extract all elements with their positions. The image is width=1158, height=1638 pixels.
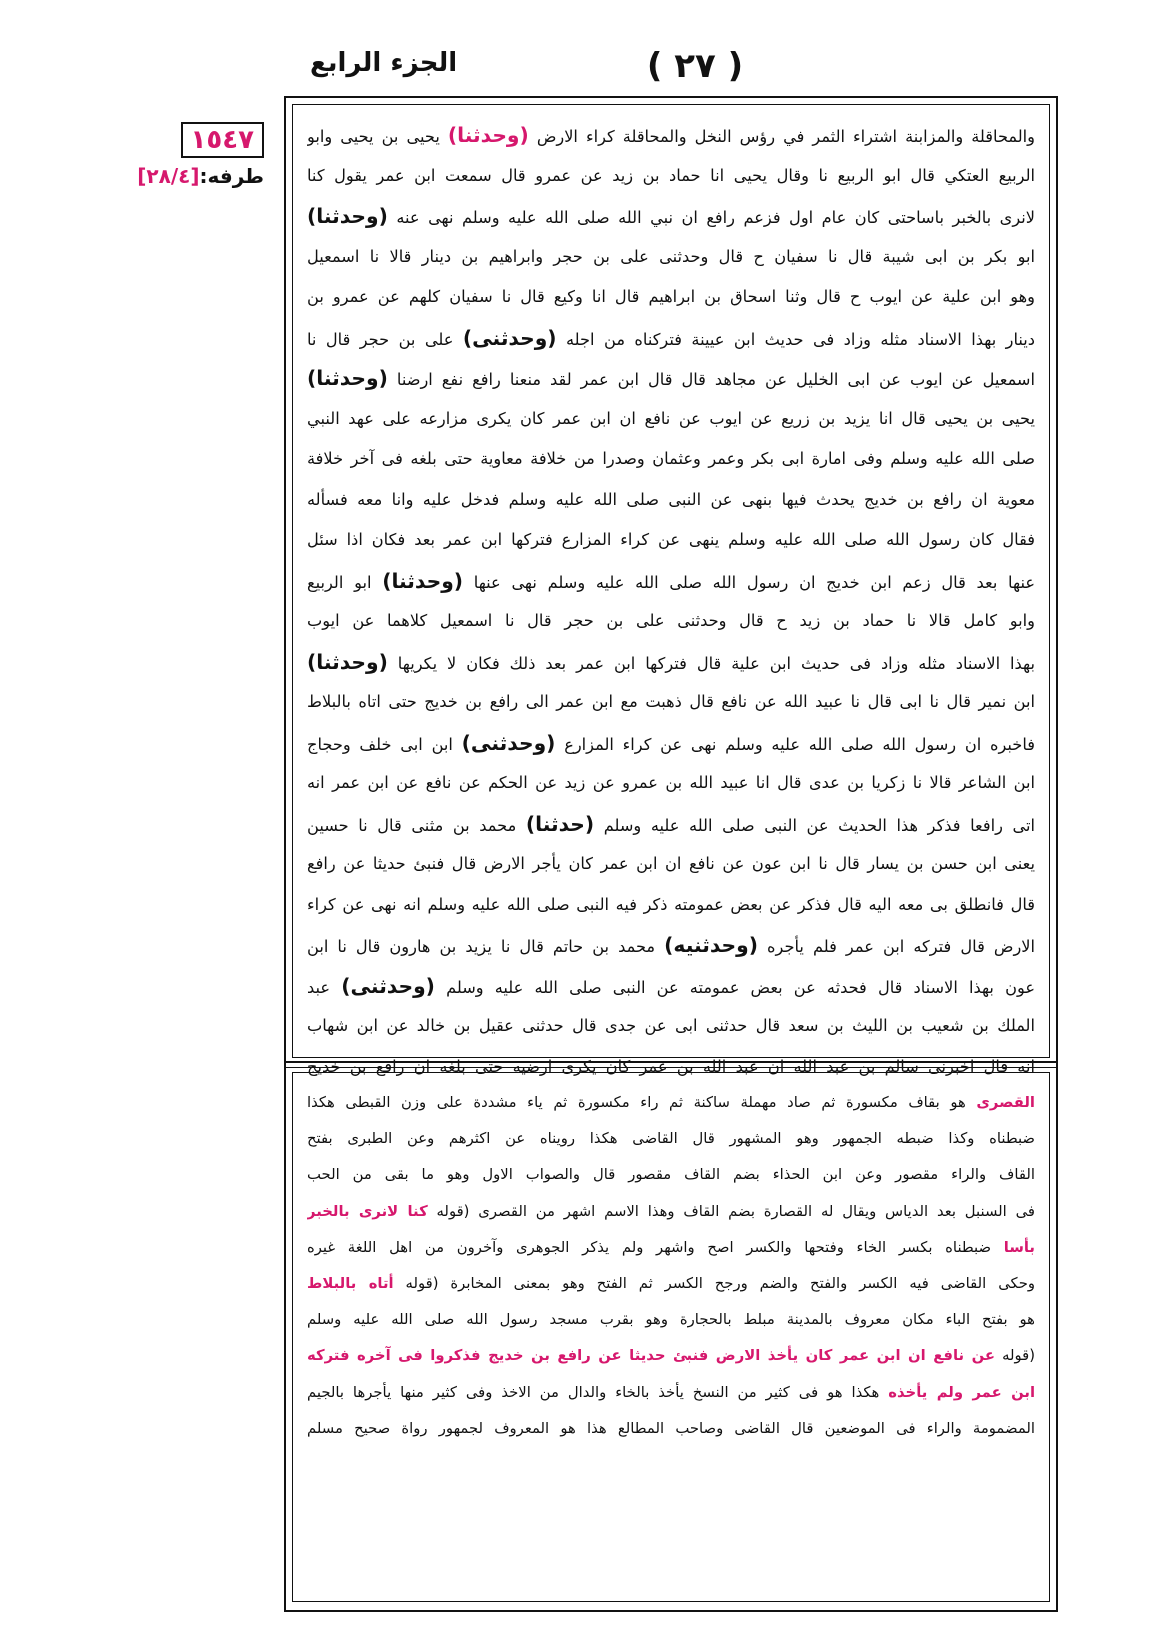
commentary-line xyxy=(307,1121,1035,1157)
commentary-line-text: وحكى القاضى فيه الكسر والفتح والضم ورجح الكسر ثم الفتح وهو بمعنى المخابرة (قوله xyxy=(393,1274,1035,1292)
side-margin xyxy=(134,122,264,188)
commentary-line xyxy=(307,1302,1035,1338)
commentary-line-text: (قوله xyxy=(995,1347,1035,1365)
commentary-line-text: ضبطناه بكسر الخاء وفتحها والكسر اصح واشهر ولم يذكر الجوهرى وآخرون من اهل اللغة غيره xyxy=(307,1238,1004,1256)
sanad-marker: (وحدثنا) xyxy=(307,649,388,674)
hadith-line xyxy=(307,520,1035,561)
hadith-line xyxy=(307,1006,1035,1047)
hadith-line xyxy=(307,966,1035,1007)
hadith-line-text: يحيى بن يحيى قال انا يزيد بن زريع عن ايوب عن نافع ان ابن عمر كان يكرى مزارعه على عهد النبي xyxy=(307,408,1035,428)
hadith-line xyxy=(307,115,1035,156)
page-header xyxy=(290,46,1050,96)
sanad-marker: (وحدثنى) xyxy=(461,730,556,755)
page-frame xyxy=(284,96,1058,1612)
commentary-lemma: القصرى xyxy=(976,1094,1035,1111)
hadith-line xyxy=(307,480,1035,521)
hadith-line-text: يحيى بن يحيى وابو xyxy=(307,127,448,146)
hadith-line-text: يعنى ابن حسن بن يسار قال نا ابن عون عن نافع ان ابن عمر كان يأجر الارض قال فنبئ حديثا عن رافع xyxy=(307,854,1035,873)
hadith-line xyxy=(307,561,1035,602)
hadith-line-text: عون بهذا الاسناد قال فحدثه عن بعض عمومته عن النبى صلى الله عليه وسلم xyxy=(434,977,1035,997)
hadith-line-text: محمد بن مثنى قال نا حسين xyxy=(307,815,526,835)
hadith-line xyxy=(307,885,1035,926)
hadith-line xyxy=(307,763,1035,804)
hadith-text-box xyxy=(292,104,1050,1076)
hadith-line-text: على بن حجر قال نا xyxy=(307,329,463,349)
sanad-marker: (وحدثنى) xyxy=(462,325,557,350)
hadith-line-text: انه قال اخبرنى سالم بن عبد الله ان عبد الله بن عمر كان يكرى ارضيه حتى بلغه ان رافع بن خديج xyxy=(307,1056,1035,1076)
commentary-lemma: كنا لانرى بالخبر xyxy=(307,1202,428,1220)
hadith-line-text: فقال كان رسول الله صلى الله عليه وسلم ينهى عن كراء المزارع فتركها ابن عمر بعد فكان اذا سئل xyxy=(307,530,1035,549)
hadith-line-text: وابو كامل قالا نا حماد بن زيد ح قال وحدثنى على بن حجر قال نا اسمعيل كلاهما عن ايوب xyxy=(307,611,1035,630)
part-title: الجزء الرابع xyxy=(310,48,458,78)
sanad-marker: (حدثنا) xyxy=(525,811,595,836)
hadith-line-text: محمد بن حاتم قال نا يزيد بن هارون قال نا ابن xyxy=(307,937,665,956)
hadith-line-text: عنها بعد قال زعم ابن خديج ان رسول الله صلى الله عليه وسلم نهى عنها xyxy=(463,572,1035,592)
hadith-line xyxy=(307,723,1035,764)
taraf-reference xyxy=(134,164,264,188)
sanad-marker: (وحدثنا) xyxy=(447,123,529,147)
commentary-line xyxy=(307,1194,1035,1230)
commentary-line xyxy=(307,1230,1035,1266)
hadith-line-text: ابن الشاعر قالا نا زكريا بن عدى قال انا عبيد الله بن عمرو عن زيد عن الحكم عن نافع عن ابن عمر انه xyxy=(307,773,1035,792)
commentary-line-text: فى السنبل بعد الدياس ويقال له القصارة بضم القاف وهذا الاسم اشهر من القصرى (قوله xyxy=(427,1202,1035,1220)
commentary-line xyxy=(307,1085,1035,1121)
hadith-line-text: اتى رافعا فذكر هذا الحديث عن النبى صلى الله عليه وسلم xyxy=(594,815,1035,835)
hadith-line-text: عبد xyxy=(307,977,342,997)
commentary-lemma: ابن عمر ولم يأخذه xyxy=(888,1383,1035,1401)
hadith-line-text: صلى الله عليه وسلم وفى امارة ابى بكر وعمر وعثمان وصدرا من خلافة معاوية حتى بلغه فى آخر خلافة xyxy=(307,449,1035,468)
commentary-lemma: بأسا xyxy=(1003,1238,1035,1256)
hadith-line-text: فاخبره ان رسول الله صلى الله عليه وسلم نهى عن كراء المزارع xyxy=(555,734,1035,754)
hadith-line xyxy=(307,844,1035,885)
hadith-line xyxy=(307,358,1035,399)
hadith-line-text: معوية ان رافع بن خديج يحدث فيها بنهى عن النبى صلى الله عليه وسلم فدخل عليه وانا معه فسأله xyxy=(307,489,1035,509)
hadith-line xyxy=(307,601,1035,642)
page-number: ( ٢٧ ) xyxy=(646,46,744,86)
hadith-line-text: ابن نمير قال نا ابى قال نا عبيد الله عن نافع قال ذهبت مع ابن عمر الى رافع بن خديج حتى اتاه بالبلاط xyxy=(307,692,1035,711)
hadith-line xyxy=(307,318,1035,359)
hadith-number: ١٥٤٧ xyxy=(181,122,264,158)
hadith-line xyxy=(307,682,1035,723)
hadith-line xyxy=(307,237,1035,278)
commentary-line xyxy=(307,1375,1035,1411)
commentary-line xyxy=(307,1157,1035,1193)
hadith-line-text: بهذا الاسناد مثله وزاد فى حديث ابن علية قال فتركها ابن عمر بعد ذلك فكان لا يكريها xyxy=(387,653,1035,673)
hadith-line xyxy=(307,399,1035,440)
commentary-lemma: أتاه بالبلاط xyxy=(307,1274,394,1292)
hadith-line-text: والمحاقلة والمزابنة اشتراء الثمر في رؤس النخل والمحاقلة كراء الارض xyxy=(528,127,1035,146)
hadith-line-text: دينار بهذا الاسناد مثله وزاد فى حديث ابن عيينة فتركناه من اجله xyxy=(556,329,1035,349)
commentary-line-text: المضمومة والراء فى الموضعين قال القاضى وصاحب المطالع هذا هو المعروف لجمهور رواة صحيح مسلم xyxy=(307,1419,1035,1437)
commentary-line xyxy=(307,1411,1035,1447)
hadith-line-text: لانرى بالخبر باساحتى كان عام اول فزعم رافع ان نبي الله صلى الله عليه وسلم نهى عنه xyxy=(387,208,1035,227)
commentary-line-text: هو بقاف مكسورة ثم صاد مهملة ساكنة ثم راء مكسورة ثم ياء مشددة على وزن القبطى هكذا xyxy=(307,1094,977,1111)
hadith-line xyxy=(307,196,1035,237)
commentary-text xyxy=(293,1073,1049,1447)
sanad-marker: (وحدثنى) xyxy=(341,973,435,998)
commentary-line xyxy=(307,1266,1035,1302)
commentary-lemma: عن نافع ان ابن عمر كان يأخذ الارض فنبئ حديثا عن رافع بن خديج فذكروا فى آخره فتركه xyxy=(307,1347,996,1365)
hadith-text xyxy=(293,105,1049,1087)
hadith-line-text: ابن ابى خلف وحجاج xyxy=(307,734,462,754)
hadith-line-text: اسمعيل عن ايوب عن ابى الخليل عن مجاهد قال قال ابن عمر لقد منعنا رافع نفع ارضنا xyxy=(387,370,1035,389)
taraf-ref: [٢٨/٤] xyxy=(137,164,200,188)
hadith-line xyxy=(307,925,1035,966)
hadith-line xyxy=(307,439,1035,480)
hadith-line xyxy=(307,156,1035,197)
section-divider-inner xyxy=(286,1067,1056,1068)
hadith-line-text: قال فانطلق بى معه اليه قال فذكر عن بعض عمومته ذكر فيه النبى صلى الله عليه وسلم انه نهى عن كراء xyxy=(307,894,1035,914)
hadith-line xyxy=(307,277,1035,318)
hadith-line-text: وهو ابن علية عن ايوب ح قال وثنا اسحاق بن ابراهيم قال انا وكيع قال نا سفيان كلهم عن عمرو بن xyxy=(307,287,1035,306)
hadith-line-text: الملك بن شعيب بن الليث بن سعد قال حدثنى ابى عن جدى قال حدثنى عقيل بن خالد عن ابن شهاب xyxy=(307,1016,1035,1035)
commentary-box xyxy=(292,1072,1050,1602)
commentary-line-text: ضبطناه وكذا ضبطه الجمهور وهو المشهور قال القاضى هكذا رويناه عن اكثرهم وعن الطبرى بفتح xyxy=(307,1130,1035,1148)
commentary-line xyxy=(307,1338,1035,1374)
hadith-line xyxy=(307,804,1035,845)
hadith-line-text: ابو بكر بن ابى شيبة قال نا سفيان ح قال وحدثنى على بن حجر وابراهيم بن دينار قالا نا اسمعيل xyxy=(307,246,1035,266)
commentary-line-text: القاف والراء مقصور وعن ابن الحذاء بضم القاف مقصور قال والصواب الاول وهو ما بقى من الحب xyxy=(307,1166,1035,1184)
commentary-line-text: هو بفتح الباء مكان معروف بالمدينة مبلط بالحجارة وهو بقرب مسجد رسول الله صلى الله عليه وسلم xyxy=(307,1311,1035,1329)
sanad-marker: (وحدثنا) xyxy=(307,204,388,228)
section-divider xyxy=(286,1061,1056,1063)
sanad-marker: (وحدثنا) xyxy=(382,568,464,593)
hadith-line-text: الارض قال فتركه ابن عمر فلم يأجره xyxy=(757,937,1035,956)
sanad-marker: (وحدثنا) xyxy=(307,366,388,390)
hadith-line-text: ابو الربيع xyxy=(307,572,383,592)
hadith-line xyxy=(307,642,1035,683)
commentary-line-text: هكذا هو فى كثير من النسخ يأخذ بالخاء والدال من الاخذ وفى كثير منها يأجرها بالجيم xyxy=(307,1383,889,1401)
sanad-marker: (وحدثنيه) xyxy=(664,933,758,957)
taraf-label: طرفه: xyxy=(199,164,264,188)
hadith-line-text: الربيع العتكي قال ابو الربيع نا وقال يحيى انا حماد بن زيد عن عمرو قال سمعت ابن عمر يقول كنا xyxy=(307,165,1035,185)
